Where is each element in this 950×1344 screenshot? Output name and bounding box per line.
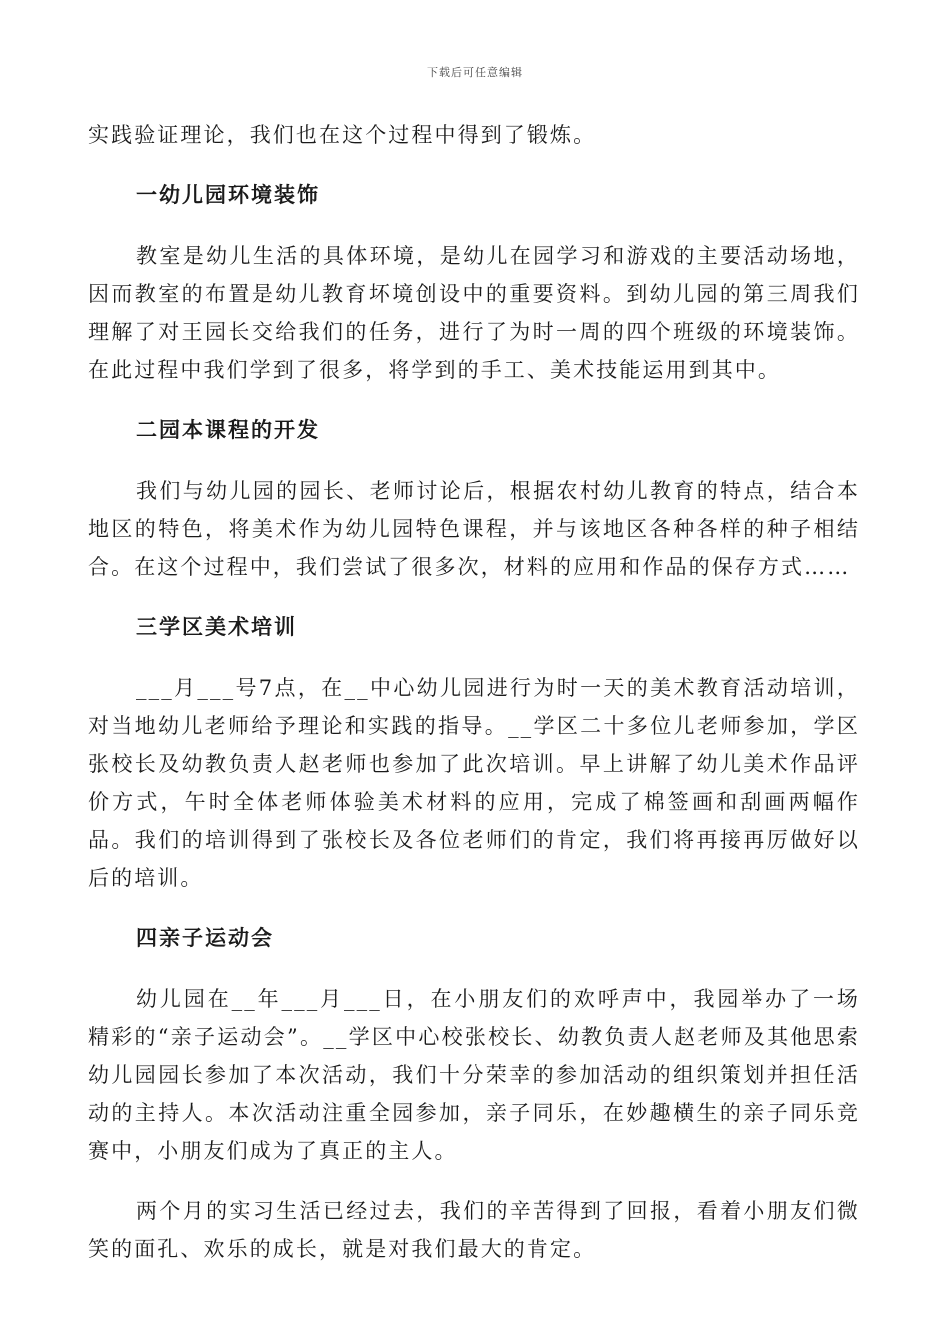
document-body: [88, 116, 860, 1268]
section-heading-3: 三学区美术培训: [136, 614, 297, 639]
section-heading-4: 四亲子运动会: [136, 925, 274, 950]
section-body-3: ___月___号7点，在__中心幼儿园进行为时一天的美术教育活动培训，对当地幼儿老师给予理论和实践的指导。__学区二十多位儿老师参加，学区张校长及幼教负责人赵老师也参加了此次培训。早上讲解了幼儿美术作品评价方式，午时全体老师体验美术材料的应用，完成了棉签画和刮画两幅作品。我们的培训得到了张校长及各位老师们的肯定，我们将再接再厉做好以后的培训。: [88, 676, 860, 890]
intro-paragraph: 实践验证理论，我们也在这个过程中得到了锻炼。: [88, 123, 597, 147]
section-body-1: 教室是幼儿生活的具体环境，是幼儿在园学习和游戏的主要活动场地，因而教室的布置是幼儿教育坏境创设中的重要资料。到幼儿园的第三周我们理解了对王园长交给我们的任务，进行了为时一周的四个班级的环境装饰。在此过程中我们学到了很多，将学到的手工、美术技能运用到其中。: [88, 244, 860, 382]
section-body-4: 幼儿园在__年___月___日，在小朋友们的欢呼声中，我园举办了一场精彩的“亲子运动会”。__学区中心校张校长、幼教负责人赵老师及其他思索幼儿园园长参加了本次活动，我们十分荣幸的参加活动的组织策划并担任活动的主持人。本次活动注重全园参加，亲子同乐，在妙趣横生的亲子同乐竞赛中，小朋友们成为了真正的主人。: [88, 987, 860, 1163]
section-heading-1: 一幼儿园环境装饰: [136, 182, 320, 207]
closing-paragraph: 两个月的实习生活已经过去，我们的辛苦得到了回报，看着小朋友们微笑的面孔、欢乐的成长，就是对我们最大的肯定。: [88, 1199, 860, 1261]
section-body-2: 我们与幼儿园的园长、老师讨论后，根据农村幼儿教育的特点，结合本地区的特色，将美术作为幼儿园特色课程，并与该地区各种各样的种子相结合。在这个过程中，我们尝试了很多次，材料的应用和作品的保存方式……: [88, 479, 860, 579]
section-heading-2: 二园本课程的开发: [136, 417, 320, 442]
header-note: 下载后可任意编辑: [427, 66, 523, 79]
